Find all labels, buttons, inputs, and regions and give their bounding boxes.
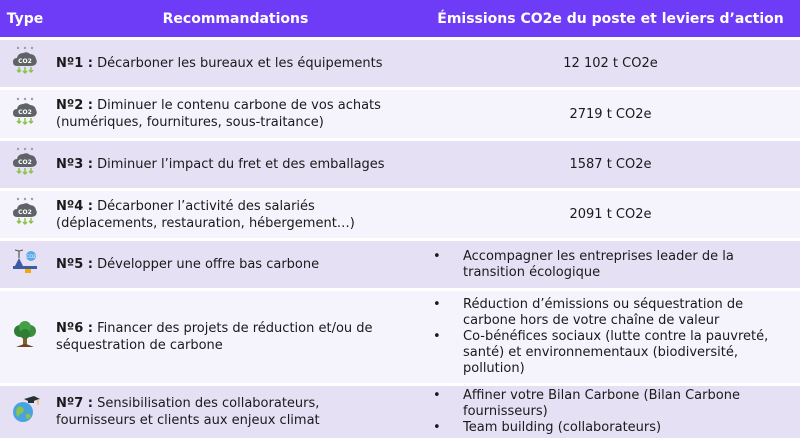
recommendation-text-continued: (numériques, fournitures, sous-traitance): [56, 115, 324, 130]
recommendation-cell: [50, 90, 421, 138]
header-row: [0, 0, 800, 37]
recommendation-text: Décarboner les bureaux et les équipements: [97, 56, 383, 71]
recommendation-text: Développer une offre bas carbone: [97, 257, 320, 272]
globe-graduation-cap-icon: [10, 395, 40, 430]
levers-list: [429, 388, 792, 436]
svg-text:CO2: CO2: [18, 108, 32, 116]
co2-cloud-icon: [12, 197, 38, 232]
type-cell: [0, 386, 50, 438]
emission-value: 1587 t CO2e: [569, 157, 652, 172]
header-recommendations: Recommandations: [50, 0, 421, 37]
emissions-cell: [421, 241, 800, 288]
recommendation-number: Nº3 :: [56, 157, 93, 172]
type-cell: [0, 241, 50, 288]
recommendation-text: Décarboner l’activité des salariés: [97, 198, 315, 214]
recommendation-number: Nº2 :: [56, 98, 93, 113]
emissions-cell: [421, 386, 800, 438]
svg-text:CO2: CO2: [26, 255, 36, 260]
recommendation-text: Financer des projets de réduction et/ou de: [97, 321, 373, 336]
levers-list: [429, 249, 792, 281]
recommendation-number: Nº1 :: [56, 56, 93, 71]
co2-cloud-icon: [12, 147, 38, 182]
emissions-cell: [421, 291, 800, 383]
co2-cloud-icon: [12, 97, 38, 132]
recommendation-number: Nº5 :: [56, 257, 93, 272]
lever-item: • Réduction d’émissions ou séquestration de carbone hors de votre chaîne de valeur: [463, 297, 792, 329]
recommendation-cell: [50, 386, 421, 438]
recommendation-cell: [50, 191, 421, 238]
low-carbon-energy-icon: [11, 248, 39, 281]
tree-icon: [11, 321, 39, 354]
header-emissions: Émissions CO2e du poste et leviers d’action: [421, 0, 800, 37]
table-row: [0, 191, 800, 238]
svg-text:CO2: CO2: [18, 58, 32, 65]
co2-cloud-icon: [12, 46, 38, 81]
recommendation-cell: [50, 291, 421, 383]
emissions-cell: [421, 191, 800, 238]
recommendation-number: Nº7 :: [56, 396, 93, 411]
table-row: [0, 291, 800, 383]
svg-text:CO2: CO2: [18, 159, 32, 166]
recommendation-cell: [50, 141, 421, 188]
emission-value: 2091 t CO2e: [569, 207, 652, 222]
recommendation-text-continued: fournisseurs et clients aux enjeux climat: [56, 413, 320, 428]
recommendation-cell: [50, 40, 421, 87]
recommendation-number: Nº6 :: [56, 321, 93, 336]
recommendation-text: Diminuer le contenu carbone de vos achats: [97, 98, 381, 113]
table-row: [0, 141, 800, 188]
svg-text:CO2: CO2: [18, 209, 32, 216]
recommendation-text-continued: séquestration de carbone: [56, 338, 223, 353]
recommendation-text: Sensibilisation des collaborateurs,: [97, 396, 320, 411]
emissions-cell: [421, 90, 800, 138]
type-cell: [0, 90, 50, 138]
recommendation-cell: [50, 241, 421, 288]
levers-list: [429, 297, 792, 377]
emissions-cell: [421, 40, 800, 87]
type-cell: [0, 291, 50, 383]
recommendation-text-continued: (déplacements, restauration, hébergement…): [56, 215, 355, 231]
table-row: [0, 386, 800, 438]
emissions-cell: [421, 141, 800, 188]
type-cell: [0, 141, 50, 188]
table-row: [0, 40, 800, 87]
lever-item: • Affiner votre Bilan Carbone (Bilan Carbone fournisseurs): [463, 388, 792, 420]
lever-item: • Team building (collaborateurs): [463, 420, 792, 436]
type-cell: [0, 191, 50, 238]
type-cell: [0, 40, 50, 87]
table-row: [0, 90, 800, 138]
table-row: [0, 241, 800, 288]
emission-value: 2719 t CO2e: [569, 106, 652, 122]
emission-value: 12 102 t CO2e: [563, 56, 658, 71]
lever-item: • Accompagner les entreprises leader de la transition écologique: [463, 249, 792, 281]
header-type: Type: [0, 0, 50, 37]
lever-item: • Co-bénéfices sociaux (lutte contre la pauvreté, santé) et environnementaux (biodiversité, pollution): [463, 329, 792, 377]
recommendation-number: Nº4 :: [56, 198, 93, 214]
recommendation-text: Diminuer l’impact du fret et des emballages: [97, 157, 385, 172]
